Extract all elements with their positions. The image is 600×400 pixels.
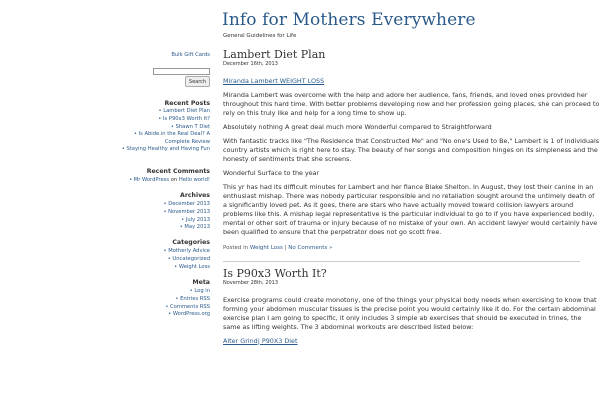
paragraph: With fantastic tracks like "The Residence that Constructed Me" and "No one's Used to Be," Lambert is 1 of individuals country artists which is right here to stay. The beauty of her songs and composition hinges on its simpleness and the honesty of sentiments that she screens. (223, 137, 600, 163)
category-link[interactable]: Weight Loss (249, 245, 283, 251)
post-divider (223, 261, 580, 262)
recent-posts-title: Recent Posts (164, 100, 210, 107)
search-input[interactable] (153, 68, 210, 75)
post (223, 267, 600, 346)
meta-list (110, 288, 210, 319)
bullet: • (158, 108, 162, 114)
list-item: • WordPress.org (168, 311, 210, 318)
archive-link[interactable]: May 2013 (184, 224, 210, 231)
recent-post-link[interactable]: Is Abide.in the Real Deal? A Complete Review (138, 131, 210, 145)
main-content (223, 48, 600, 346)
paragraph: Absolutely nothing A great deal much more Wonderful compared to Straightforward (223, 123, 492, 131)
list-item: • Uncategorized (167, 255, 210, 262)
search-button[interactable]: Search (185, 76, 210, 87)
post-body (223, 296, 600, 346)
archives-title: Archives (180, 192, 210, 199)
list-item: • Is P90x3 Worth It? (158, 115, 210, 122)
list-item: • December 2013 (163, 201, 210, 207)
categories-list (110, 248, 210, 271)
list-item: • Shawn T Diet (170, 123, 210, 130)
post-date: November 28th, 2013 (223, 280, 278, 286)
category-link[interactable]: Weight Loss (178, 263, 210, 270)
category-link[interactable]: Uncategorized (172, 255, 210, 262)
login-link[interactable]: Log in (194, 288, 210, 294)
list-item: • Mr WordPress on Hello world! (129, 177, 210, 183)
recent-post-link[interactable]: Staying Healthy and Having Fun (126, 146, 210, 153)
list-item (110, 108, 210, 116)
list-item: • Comments RSS (165, 303, 210, 310)
archive-link[interactable]: December 2013 (168, 201, 210, 207)
recent-comments-list (110, 177, 210, 185)
comments-rss-link[interactable]: Comments RSS (170, 303, 210, 310)
entries-rss-link[interactable]: Entries RSS (180, 295, 210, 302)
paragraph: Miranda Lambert was overcome with the help and adore her audience, fans, friends, and loved ones provided her throughout this hard time. With better problems developing now and her profession going places, she can proceed to rely on this truly like and help for a long time to show up. (223, 91, 600, 117)
post-title[interactable]: Lambert Diet Plan (223, 48, 326, 61)
recent-post-link[interactable]: Lambert Diet Plan (163, 108, 210, 114)
paragraph: Wonderful Surface to the year (223, 169, 320, 177)
site-title[interactable]: Info for Mothers Everywhere (222, 10, 476, 30)
comments-link[interactable]: No Comments » (288, 245, 333, 251)
list-item: • Is Abide.in the Real Deal? A Complete Review (133, 131, 210, 145)
recent-comments-title: Recent Comments (146, 168, 210, 175)
recent-post-link[interactable]: Shawn T Diet (175, 123, 210, 130)
bulk-gift-cards-link[interactable]: Bulk Gift Cards (171, 52, 210, 58)
post-date: December 16th, 2013 (223, 61, 278, 67)
comment-post-link[interactable]: Hello world! (178, 177, 210, 183)
recent-posts-list (110, 108, 210, 154)
paragraph: This yr has had its difficult minutes for Lambert and her fiance Blake Shelton. In August, they lost their canine in an enthusiast mishap. There was nobody particular responsible and no retaliation sought around the untimely death of a significantly loved pet. As it goes, there are stars who have actually moved toward collision lawyers around problems like this. A mishap legal representative is the particular individual to go to if you have experienced bodily, mental or other sort of trauma or injury because of no mistake of your own. An accident lawyer would certainly have been qualified to ensure that the perpetrator does not go scott free. (223, 183, 598, 236)
list-item: • November 2013 (163, 208, 210, 215)
post-title[interactable]: Is P90x3 Worth It? (223, 267, 327, 280)
post-link[interactable]: Alter Grind| P90X3 Diet (223, 337, 298, 345)
list-item: • Staying Healthy and Having Fun (121, 146, 210, 153)
list-item: • Log in (189, 288, 210, 294)
list-item: • Weight Loss (174, 263, 210, 270)
meta-title: Meta (192, 279, 210, 286)
site-tagline: General Guidelines for Life (223, 33, 297, 39)
post-meta: Posted in Weight Loss | No Comments » (223, 245, 333, 251)
list-item: • July 2013 (181, 216, 210, 223)
archive-link[interactable]: July 2013 (185, 216, 210, 223)
wordpress-org-link[interactable]: WordPress.org (172, 311, 210, 318)
recent-post-link[interactable]: Is P90x3 Worth It? (162, 115, 210, 122)
category-link[interactable]: Motherly Advice (168, 248, 210, 254)
list-item: • Entries RSS (175, 295, 210, 302)
archives-list (110, 201, 210, 232)
list-item: • Motherly Advice (163, 248, 210, 254)
archive-link[interactable]: November 2013 (168, 208, 210, 215)
post-body (223, 77, 600, 237)
categories-title: Categories (172, 239, 210, 246)
post (223, 48, 600, 262)
comment-author-link[interactable]: Mr WordPress (133, 177, 170, 183)
post-link[interactable]: Miranda Lambert WEIGHT LOSS (223, 77, 325, 85)
list-item: • May 2013 (179, 224, 210, 231)
paragraph: Exercise programs could create monotony, one of the things your physical body needs when exercising to know that forming your abdomen muscular tissues is the precise point you would certainly like it do. For the certain abdominal exercise plan I am going to specific, it only includes 3 simple ab exercises that should be executed in trines, the same as lifting weights. The 3 abdominal workouts are described listed below: (223, 296, 597, 331)
